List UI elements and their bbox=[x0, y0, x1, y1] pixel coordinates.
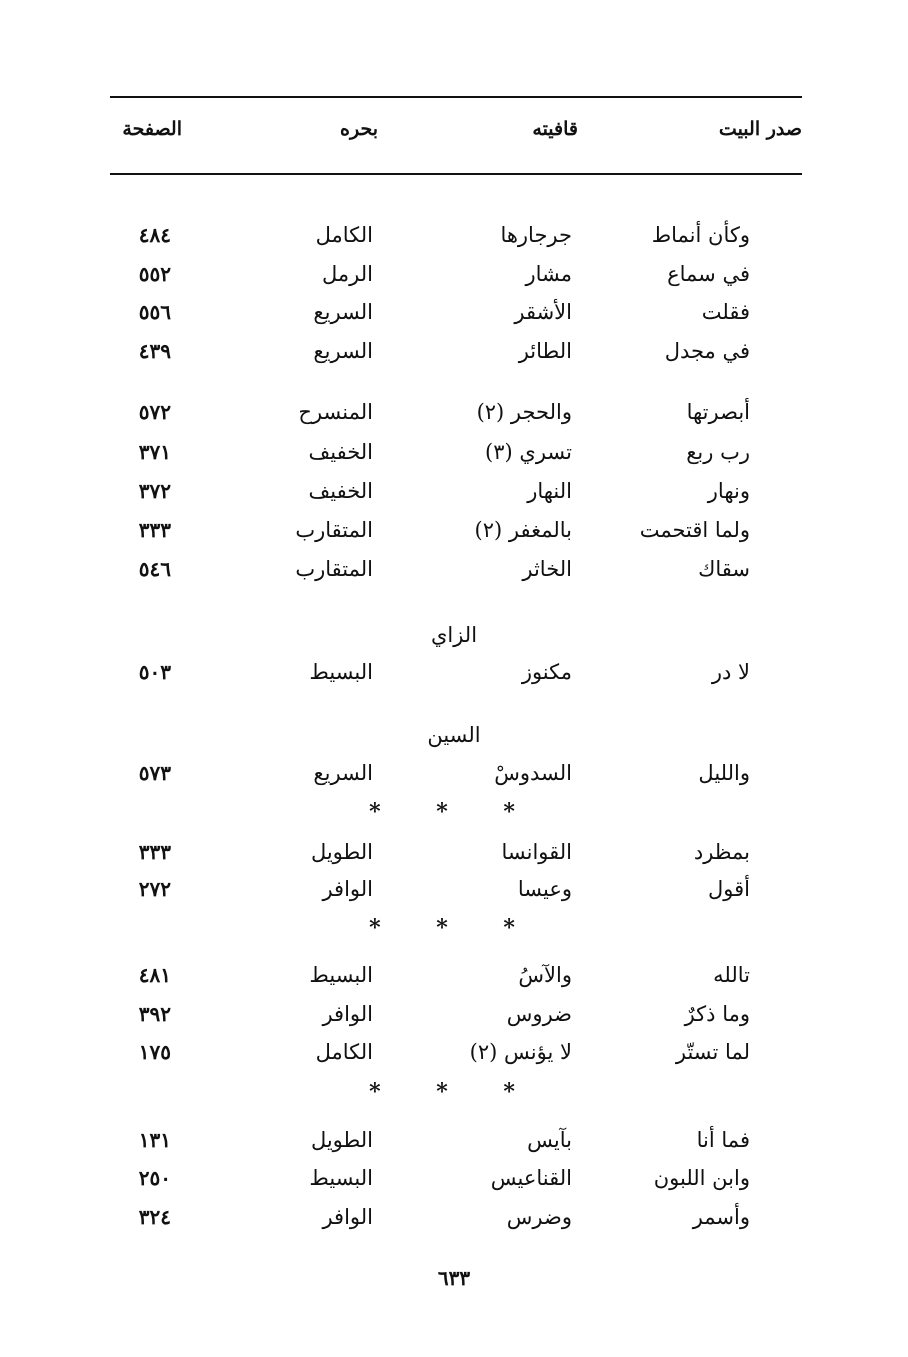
sadr-cell: ونهار bbox=[707, 479, 750, 503]
page-cell: ١٧٥ bbox=[138, 1040, 171, 1064]
bahr-cell: الوافر bbox=[322, 877, 373, 901]
separator-stars: * * * bbox=[369, 915, 539, 941]
qafia-cell: مشار bbox=[525, 262, 572, 286]
bahr-cell: السريع bbox=[313, 339, 373, 363]
qafia-cell: الطائر bbox=[518, 339, 572, 363]
qafia-cell: الأشقر bbox=[514, 300, 572, 324]
separator-stars: * * * bbox=[369, 1079, 539, 1105]
page-cell: ١٣١ bbox=[138, 1128, 171, 1152]
page-cell: ٥٠٣ bbox=[138, 660, 171, 684]
sadr-cell: تالله bbox=[713, 963, 750, 987]
sadr-cell: في مجدل bbox=[664, 339, 750, 363]
qafia-cell: والآسُ bbox=[518, 963, 572, 987]
table-row bbox=[0, 1037, 908, 1067]
bahr-cell: الكامل bbox=[315, 223, 373, 247]
page-cell: ٤٨١ bbox=[138, 963, 171, 987]
sadr-cell: وكأن أنماط bbox=[651, 223, 750, 247]
qafia-cell: وضرس bbox=[506, 1205, 572, 1229]
sadr-cell: وابن اللبون bbox=[653, 1166, 750, 1190]
qafia-cell: والحجر (٢) bbox=[476, 400, 572, 424]
page-cell: ٤٨٤ bbox=[138, 223, 171, 247]
bahr-cell: المتقارب bbox=[295, 557, 373, 581]
table-row bbox=[0, 758, 908, 788]
qafia-cell: وعيسا bbox=[517, 877, 572, 901]
qafia-cell: لا يؤنس (٢) bbox=[469, 1040, 572, 1064]
qafia-cell: النهار bbox=[527, 479, 572, 503]
sadr-cell: سقاك bbox=[698, 557, 750, 581]
page-number: ٦٣٣ bbox=[437, 1266, 471, 1290]
separator-stars: * * * bbox=[369, 799, 539, 825]
header-bahr: بحره bbox=[340, 118, 378, 140]
page-cell: ٥٧٢ bbox=[138, 400, 171, 424]
page-cell: ٤٣٩ bbox=[138, 339, 171, 363]
page-cell: ٣٧١ bbox=[138, 440, 171, 464]
page-cell: ٣٩٢ bbox=[138, 1002, 171, 1026]
page-cell: ٣٢٤ bbox=[138, 1205, 171, 1229]
bahr-cell: الكامل bbox=[315, 1040, 373, 1064]
bahr-cell: البسيط bbox=[309, 963, 373, 987]
table-row bbox=[0, 657, 908, 687]
page-cell: ٢٥٠ bbox=[138, 1166, 171, 1190]
page-cell: ٣٣٣ bbox=[138, 518, 171, 542]
bahr-cell: الخفيف bbox=[308, 440, 373, 464]
bahr-cell: السريع bbox=[313, 761, 373, 785]
table-row bbox=[0, 554, 908, 584]
bahr-cell: الطويل bbox=[310, 840, 373, 864]
page-cell: ٣٣٣ bbox=[138, 840, 171, 864]
table-row bbox=[0, 1125, 908, 1155]
table-row bbox=[0, 397, 908, 427]
header-qafia: قافيته bbox=[532, 118, 578, 140]
table-row bbox=[0, 999, 908, 1029]
table-row bbox=[0, 437, 908, 467]
qafia-cell: القناعيس bbox=[490, 1166, 572, 1190]
bahr-cell: الوافر bbox=[322, 1002, 373, 1026]
table-row bbox=[0, 259, 908, 289]
qafia-cell: بالمغفر (٢) bbox=[474, 518, 572, 542]
qafia-cell: القوانسا bbox=[501, 840, 572, 864]
sadr-cell: رب ربع bbox=[686, 440, 750, 464]
table-row bbox=[0, 297, 908, 327]
sadr-cell: ولما اقتحمت bbox=[639, 518, 750, 542]
qafia-cell: السدوسْ bbox=[494, 761, 572, 785]
bahr-cell: المنسرح bbox=[298, 400, 373, 424]
sadr-cell: والليل bbox=[698, 761, 750, 785]
bahr-cell: المتقارب bbox=[295, 518, 373, 542]
page-cell: ٢٧٢ bbox=[138, 877, 171, 901]
sadr-cell: أقول bbox=[708, 877, 750, 901]
bahr-cell: السريع bbox=[313, 300, 373, 324]
table-row bbox=[0, 336, 908, 366]
table-row bbox=[0, 220, 908, 250]
page-cell: ٥٥٢ bbox=[138, 262, 171, 286]
sadr-cell: لما تستّر bbox=[675, 1040, 750, 1064]
bahr-cell: الرمل bbox=[322, 262, 373, 286]
bahr-cell: الوافر bbox=[322, 1205, 373, 1229]
table-row bbox=[0, 476, 908, 506]
page-cell: ٥٥٦ bbox=[138, 300, 171, 324]
qafia-cell: جرجارها bbox=[500, 223, 572, 247]
sadr-cell: لا در bbox=[711, 660, 750, 684]
sadr-cell: فما أنا bbox=[696, 1128, 750, 1152]
qafia-cell: بآيس bbox=[527, 1128, 572, 1152]
table-row bbox=[0, 1163, 908, 1193]
section-heading-sin: السين bbox=[427, 723, 481, 747]
bahr-cell: البسيط bbox=[309, 1166, 373, 1190]
sadr-cell: وما ذكرٌ bbox=[684, 1002, 750, 1026]
sadr-cell: وأسمر bbox=[692, 1205, 750, 1229]
table-row bbox=[0, 837, 908, 867]
sadr-cell: أبصرتها bbox=[686, 400, 750, 424]
qafia-cell: تسري (٣) bbox=[485, 440, 572, 464]
header-bottom-rule bbox=[110, 173, 802, 175]
section-heading-zay: الزاي bbox=[430, 623, 478, 647]
table-row bbox=[0, 874, 908, 904]
page-cell: ٣٧٢ bbox=[138, 479, 171, 503]
sadr-cell: فقلت bbox=[701, 300, 750, 324]
sadr-cell: في سماع bbox=[667, 262, 750, 286]
bahr-cell: الخفيف bbox=[308, 479, 373, 503]
header-page: الصفحة bbox=[122, 118, 182, 140]
qafia-cell: مكنوز bbox=[521, 660, 572, 684]
bahr-cell: البسيط bbox=[309, 660, 373, 684]
qafia-cell: ضروس bbox=[506, 1002, 572, 1026]
table-row bbox=[0, 515, 908, 545]
qafia-cell: الخاثر bbox=[522, 557, 572, 581]
header-sadr: صدر البيت bbox=[718, 118, 802, 140]
page-cell: ٥٤٦ bbox=[138, 557, 171, 581]
table-row bbox=[0, 960, 908, 990]
header-top-rule bbox=[110, 96, 802, 98]
table-row bbox=[0, 1202, 908, 1232]
bahr-cell: الطويل bbox=[310, 1128, 373, 1152]
page-cell: ٥٧٣ bbox=[138, 761, 171, 785]
sadr-cell: بمظرد bbox=[693, 840, 750, 864]
